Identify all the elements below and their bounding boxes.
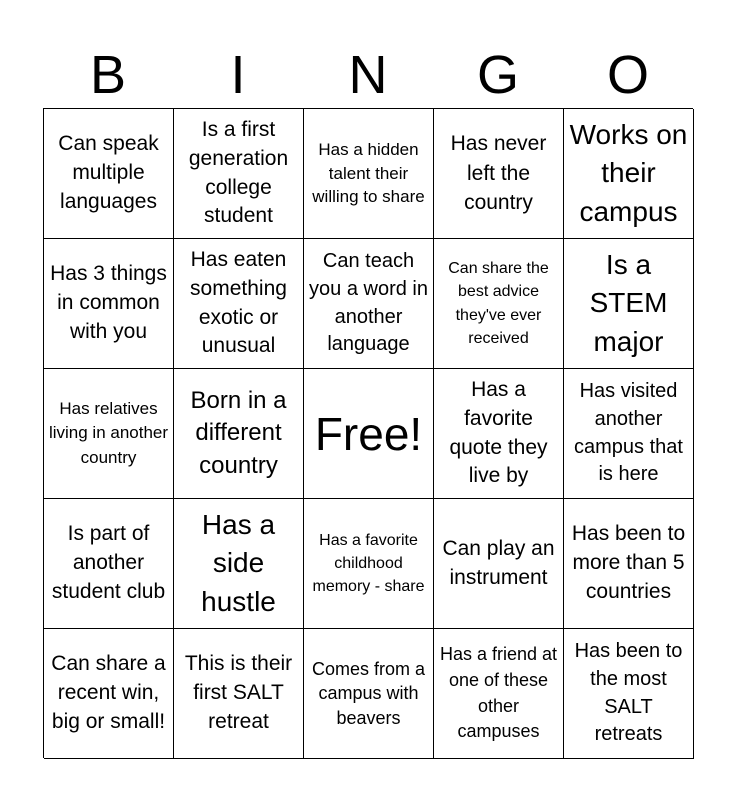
header-letter-b: B [89, 45, 127, 105]
cell-text: Is a first generation college student [188, 117, 289, 228]
bingo-cell[interactable] [174, 109, 304, 239]
bingo-cell[interactable] [564, 369, 694, 499]
bingo-cell[interactable] [44, 499, 174, 629]
bingo-cell[interactable] [304, 629, 434, 759]
cell-text: Has a friend at one of these other campuses [439, 644, 558, 742]
header-letter-n: N [348, 45, 388, 105]
bingo-cell[interactable] [44, 239, 174, 369]
bingo-cell[interactable] [304, 239, 434, 369]
cell-text: Has been to the most SALT retreats [574, 640, 683, 746]
cell-text: Comes from a campus with beavers [311, 659, 426, 728]
cell-text: Can teach you a word in another language [309, 250, 428, 356]
cell-text: Born in a different country [190, 386, 287, 479]
bingo-cell[interactable] [174, 629, 304, 759]
cell-text: Can share a recent win, big or small! [51, 652, 166, 733]
bingo-cell[interactable] [434, 239, 564, 369]
cell-text: Has been to more than 5 countries [571, 522, 686, 603]
bingo-cell[interactable] [564, 109, 694, 239]
bingo-cell[interactable] [44, 369, 174, 499]
bingo-cell[interactable] [44, 109, 174, 239]
cell-text: Works on their campus [569, 118, 688, 227]
cell-text: Has a side hustle [201, 508, 276, 617]
header-letter-i: I [230, 45, 246, 105]
cell-text: This is their first SALT retreat [184, 652, 293, 733]
cell-text: Can share the best advice they've ever received [448, 260, 549, 347]
bingo-cell[interactable] [304, 109, 434, 239]
cell-text: Has a favorite quote they live by [449, 377, 548, 488]
cell-text: Is part of another student club [51, 522, 166, 603]
bingo-cell[interactable] [174, 369, 304, 499]
bingo-cell[interactable] [434, 499, 564, 629]
cell-text: Has 3 things in common with you [50, 262, 167, 343]
bingo-cell[interactable] [174, 239, 304, 369]
free-space-label: Free! [314, 407, 423, 460]
cell-text: Has relatives living in another country [48, 398, 169, 467]
bingo-cell[interactable] [434, 109, 564, 239]
bingo-cell[interactable] [564, 239, 694, 369]
bingo-cell[interactable] [564, 629, 694, 759]
bingo-board [43, 108, 693, 758]
bingo-cell[interactable] [44, 629, 174, 759]
header-letter-o: O [606, 45, 649, 105]
bingo-cell[interactable] [564, 499, 694, 629]
bingo-header [43, 42, 693, 108]
cell-text: Can play an instrument [442, 536, 555, 589]
cell-text: Is a STEM major [589, 248, 668, 357]
bingo-cell[interactable] [304, 499, 434, 629]
header-letter-g: G [476, 45, 519, 105]
bingo-cell[interactable] [174, 499, 304, 629]
cell-text: Can speak multiple languages [58, 132, 159, 213]
cell-text: Has eaten something exotic or unusual [190, 247, 287, 358]
cell-text: Has a favorite childhood memory - share [312, 531, 425, 596]
bingo-cell[interactable] [434, 629, 564, 759]
cell-text: Has a hidden talent their willing to share [312, 139, 425, 207]
bingo-cell[interactable] [434, 369, 564, 499]
cell-text: Has never left the country [450, 131, 547, 215]
free-space[interactable] [304, 369, 434, 499]
cell-text: Has visited another campus that is here [574, 380, 683, 486]
